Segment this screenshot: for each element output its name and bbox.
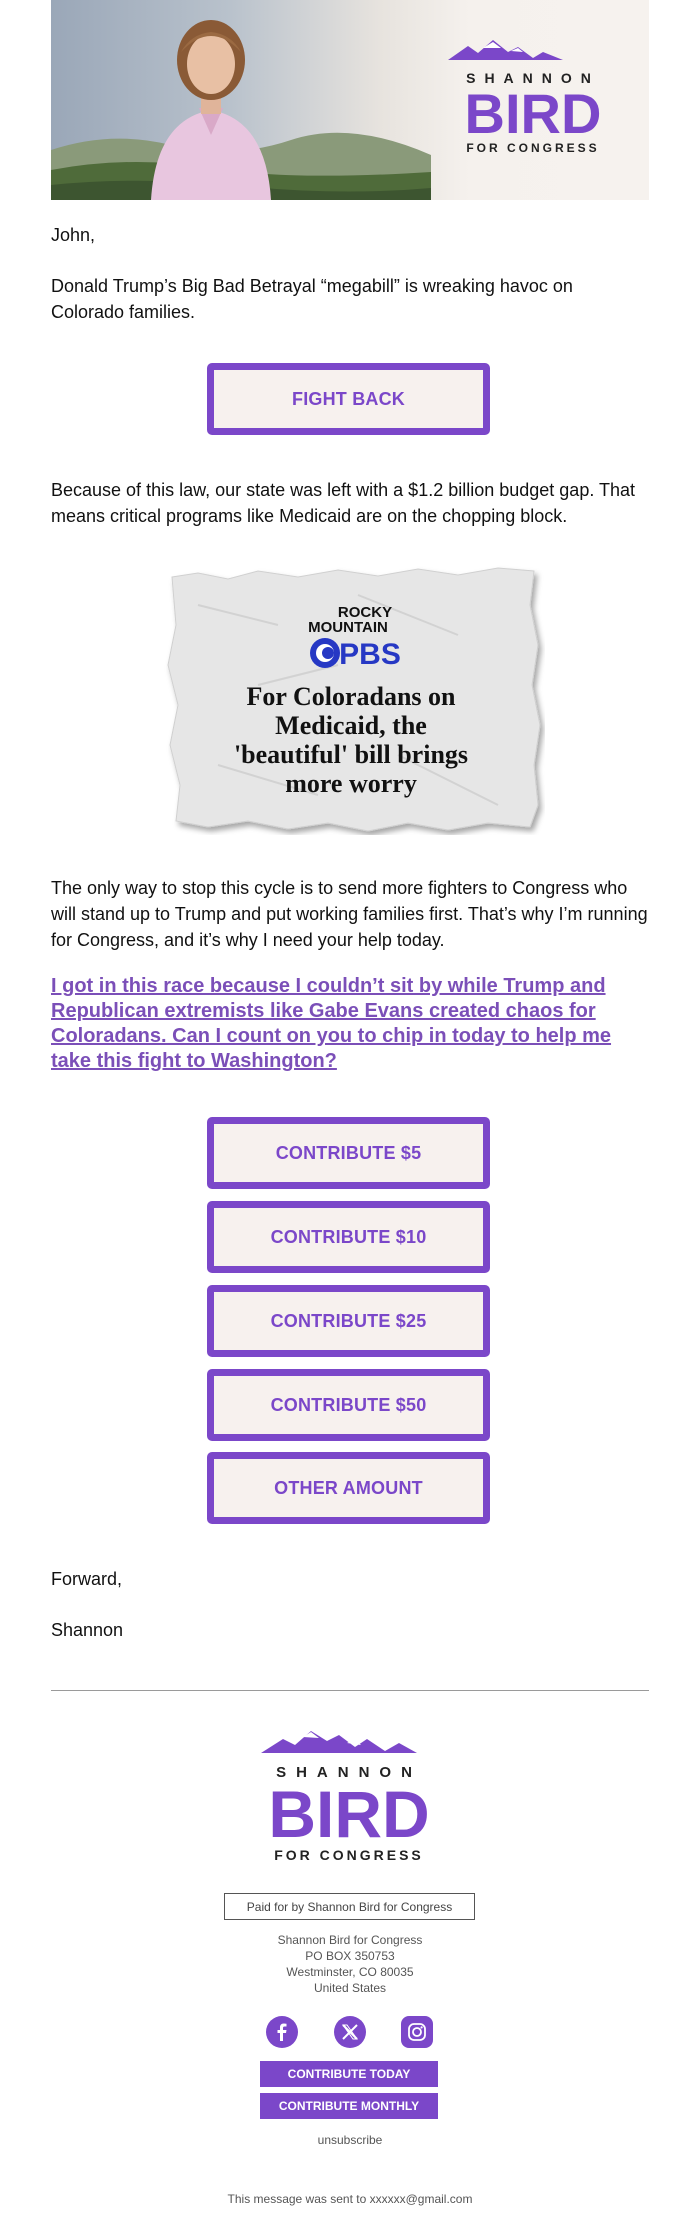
- x-twitter-link[interactable]: [334, 2016, 366, 2048]
- paid-for-disclaimer: Paid for by Shannon Bird for Congress: [224, 1893, 475, 1920]
- signoff: Forward,: [51, 1569, 123, 1589]
- contribute-25-button[interactable]: CONTRIBUTE $25: [207, 1285, 490, 1357]
- contribute-10-button[interactable]: CONTRIBUTE $10: [207, 1201, 490, 1273]
- paragraph-intro: Donald Trump’s Big Bad Betrayal “megabill” is wreaking havoc on Colorado families.: [51, 276, 573, 322]
- logo-sub: FOR CONGRESS: [466, 141, 600, 155]
- sent-to-email: xxxxxx@gmail.com: [369, 2192, 473, 2206]
- contribute-today-button[interactable]: CONTRIBUTE TODAY: [260, 2061, 438, 2087]
- instagram-icon: [407, 2022, 427, 2042]
- address-line2: Westminster, CO 80035: [286, 1965, 414, 1979]
- clipping-headline-line2: Medicaid, the: [275, 711, 427, 740]
- clipping-outlet-line1: ROCKY: [337, 604, 393, 621]
- footer-mountain-icon: [261, 1731, 417, 1753]
- signature: Shannon: [51, 1620, 124, 1640]
- address-line1: PO BOX 350753: [305, 1949, 395, 1963]
- logo-name-line: SHANNON: [466, 70, 600, 86]
- clipping-outlet-pbs: PBS: [339, 638, 401, 671]
- sent-to-prefix: This message was sent to: [227, 2192, 370, 2206]
- address-country: United States: [313, 1981, 387, 1995]
- divider: [51, 1690, 649, 1691]
- logo-surname: BIRD: [464, 82, 602, 145]
- contribute-monthly-button[interactable]: CONTRIBUTE MONTHLY: [260, 2093, 438, 2119]
- unsubscribe-link[interactable]: unsubscribe: [317, 2133, 383, 2147]
- facebook-icon: [274, 2023, 290, 2041]
- campaign-logo: [423, 38, 643, 158]
- fight-back-button[interactable]: FIGHT BACK: [207, 363, 490, 435]
- sent-to-notice: [150, 2192, 550, 2206]
- contribute-50-button[interactable]: CONTRIBUTE $50: [207, 1369, 490, 1441]
- clipping-headline-line3: 'beautiful' bill brings: [233, 740, 469, 769]
- facebook-link[interactable]: [266, 2016, 298, 2048]
- greeting: John,: [51, 225, 96, 245]
- clipping-headline-line1: For Coloradans on: [246, 682, 456, 711]
- paragraph-fighters: The only way to stop this cycle is to send more fighters to Congress who will stand up to Trump and put working families first. That’s why I’m running for Congress, and it’s why I need your help today.: [51, 878, 648, 950]
- address-org: Shannon Bird for Congress: [277, 1933, 423, 1947]
- paragraph-budget-gap: Because of this law, our state was left with a $1.2 billion budget gap. That means critical programs like Medicaid are on the chopping block.: [51, 480, 636, 526]
- footer-logo-sub: FOR CONGRESS: [274, 1847, 424, 1863]
- header-banner: [51, 0, 649, 200]
- news-clipping-image: [158, 565, 545, 835]
- contribute-5-button[interactable]: CONTRIBUTE $5: [207, 1117, 490, 1189]
- instagram-link[interactable]: [401, 2016, 433, 2048]
- mountain-icon: [448, 40, 563, 60]
- x-twitter-icon: [341, 2023, 359, 2041]
- other-amount-button[interactable]: OTHER AMOUNT: [207, 1452, 490, 1524]
- footer-campaign-logo: [247, 1725, 452, 1865]
- pbs-logo-icon: [310, 638, 340, 668]
- clipping-headline-line4: more worry: [285, 769, 417, 798]
- clipping-outlet-line2: MOUNTAIN: [308, 619, 388, 636]
- footer-logo-surname: BIRD: [268, 1777, 430, 1851]
- footer-logo-name-line: SHANNON: [276, 1764, 422, 1781]
- candidate-photo: [111, 0, 311, 200]
- donate-appeal-link[interactable]: I got in this race because I couldn’t sit by while Trump and Republican extremists like Gabe Evans created chaos for Coloradans. Can I count on you to chip in today to help me take this fight to Washington?: [51, 975, 612, 1072]
